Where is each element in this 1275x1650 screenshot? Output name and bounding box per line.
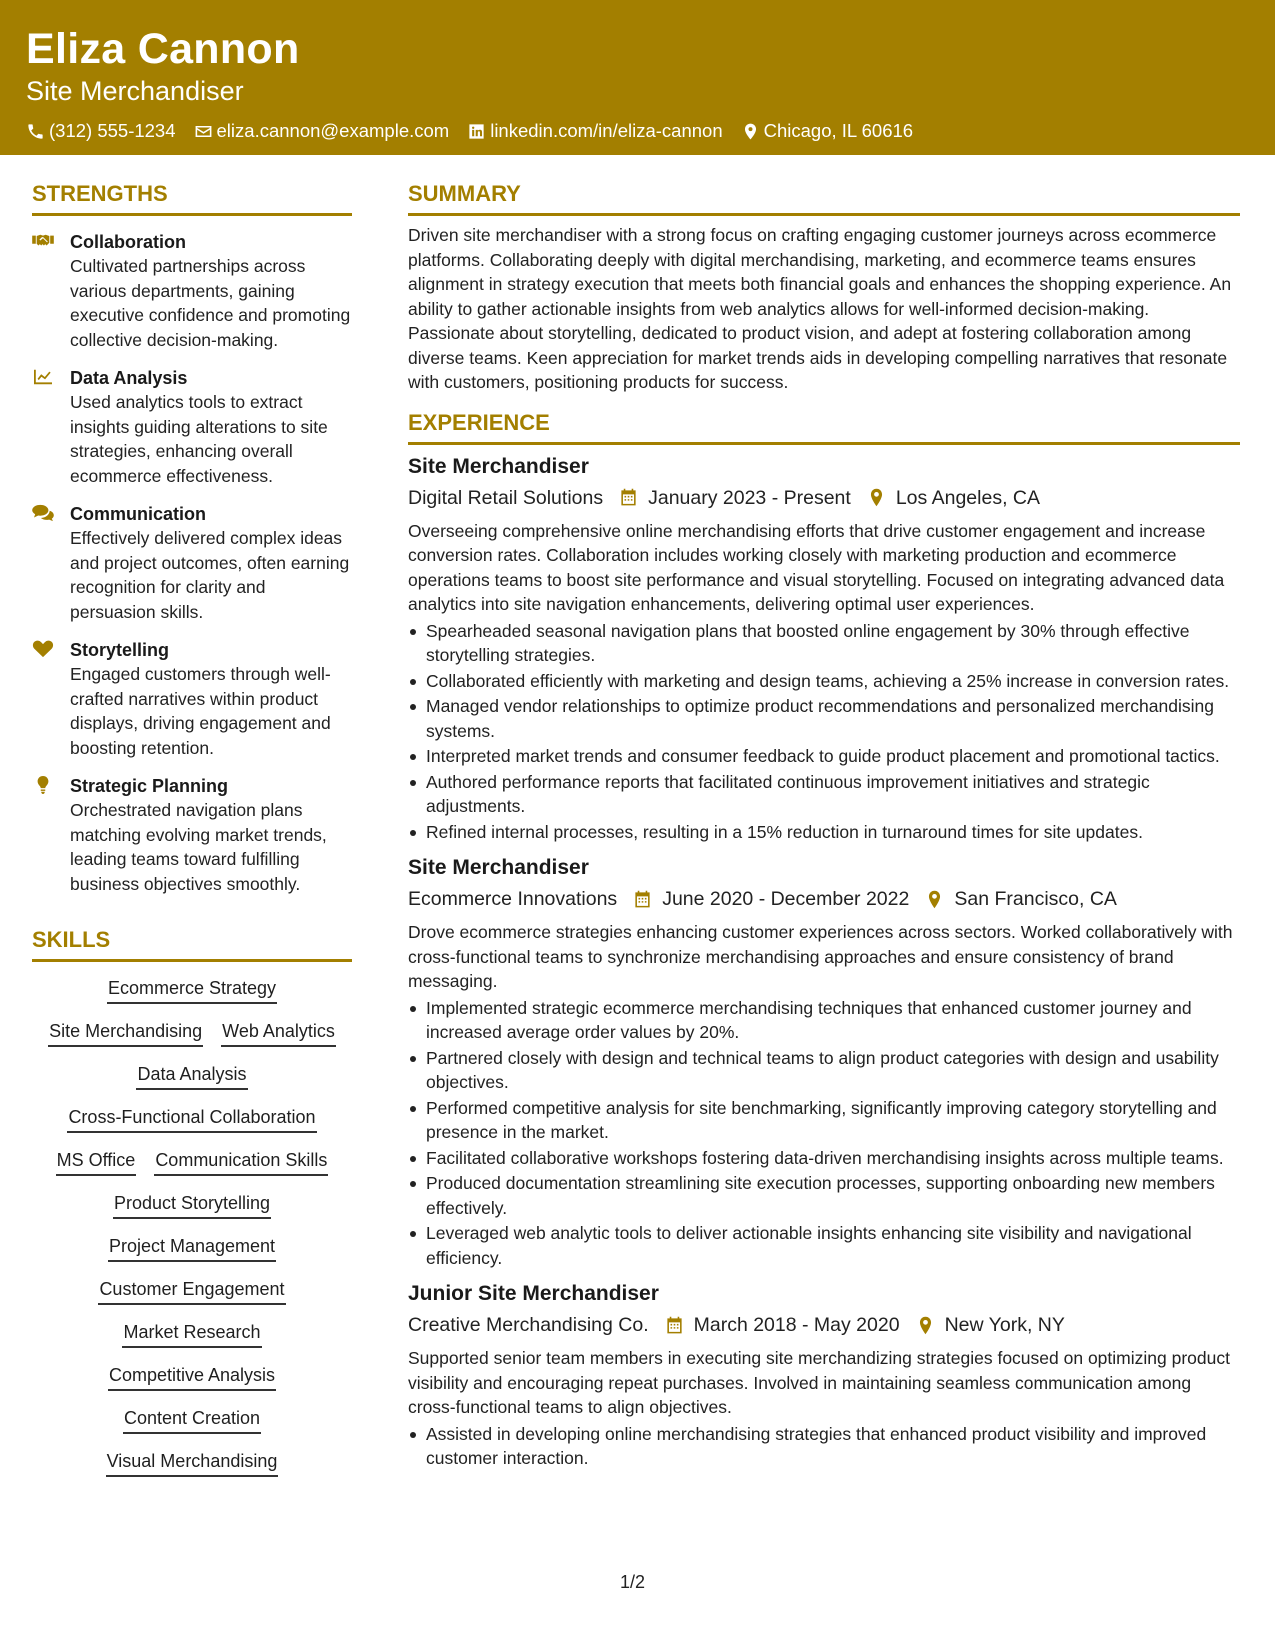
job-bullet: Refined internal processes, resulting in a 15% reduction in turnaround times for site updates.	[408, 820, 1240, 845]
experience-heading: EXPERIENCE	[408, 409, 1240, 445]
skill-tag: Web Analytics	[221, 1019, 336, 1047]
strength-item	[32, 230, 352, 352]
job-entry	[408, 453, 1240, 845]
skill-tag: Market Research	[122, 1320, 261, 1348]
location-text: Chicago, IL 60616	[763, 120, 914, 141]
job-bullet: Interpreted market trends and consumer feedback to guide product placement and promotional tactics.	[408, 744, 1240, 769]
contact-bar	[26, 119, 1249, 143]
job-entry	[408, 854, 1240, 1270]
skill-tag: Visual Merchandising	[106, 1449, 279, 1477]
job-dates-text: January 2023 - Present	[648, 486, 851, 509]
lightbulb-icon	[32, 776, 54, 794]
email-text: eliza.cannon@example.com	[216, 120, 450, 141]
strength-title: Communication	[70, 504, 207, 524]
skills-heading: SKILLS	[32, 926, 352, 962]
strengths-heading: STRENGTHS	[32, 180, 352, 216]
strength-item	[32, 366, 352, 488]
job-entry	[408, 1280, 1240, 1471]
skills-list	[32, 976, 352, 1477]
strength-title: Collaboration	[70, 232, 186, 252]
strength-title: Strategic Planning	[70, 776, 229, 796]
skill-tag: Site Merchandising	[48, 1019, 203, 1047]
job-location-text: New York, NY	[944, 1314, 1065, 1336]
job-bullets	[408, 1422, 1240, 1471]
skill-tag: MS Office	[56, 1148, 137, 1176]
contact-location	[741, 119, 913, 143]
candidate-title: Site Merchandiser	[26, 76, 244, 106]
strength-title: Storytelling	[70, 640, 170, 660]
contact-phone[interactable]	[26, 119, 176, 143]
job-bullet: Leveraged web analytic tools to deliver actionable insights enhancing site visibility and navigational efficiency.	[408, 1221, 1240, 1270]
map-marker-icon	[867, 488, 886, 507]
summary-heading: SUMMARY	[408, 180, 1240, 216]
job-location-text: Los Angeles, CA	[895, 486, 1040, 509]
strength-item	[32, 774, 352, 896]
job-description: Overseeing comprehensive online merchandising efforts that drive customer engagement and increase conversion rates. Collaboration includes working closely with marketing production and ecommerce operations teams to boost site performance and visual storytelling. Focused on integrating advanced data analytics into site navigation enhancements, delivering optimal user experiences.	[408, 520, 1225, 614]
right-column	[408, 180, 1240, 1472]
job-dates	[633, 885, 909, 913]
job-bullets	[408, 619, 1240, 845]
job-description: Supported senior team members in executing site merchandizing strategies focused on optimizing product visibility and encouraging repeat purchases. Involved in maintaining seamless communication among cross-functional teams to align objectives.	[408, 1348, 1230, 1417]
linkedin-text: linkedin.com/in/eliza-cannon	[490, 120, 723, 141]
job-location	[925, 885, 1117, 913]
job-bullets	[408, 996, 1240, 1271]
job-dates-text: June 2020 - December 2022	[662, 888, 910, 910]
job-company: Ecommerce Innovations	[408, 888, 618, 910]
job-location	[916, 1311, 1065, 1339]
job-meta	[408, 1311, 1240, 1339]
left-column	[32, 180, 352, 1492]
job-title: Site Merchandiser	[408, 454, 589, 478]
job-bullet: Produced documentation streamlining site execution processes, supporting onboarding new members effectively.	[408, 1171, 1240, 1220]
heart-icon	[32, 640, 54, 658]
phone-text: (312) 555-1234	[49, 120, 176, 141]
job-bullet: Facilitated collaborative workshops fostering data-driven merchandising insights across multiple teams.	[408, 1146, 1240, 1171]
phone-icon	[26, 122, 45, 141]
strength-desc: Effectively delivered complex ideas and project outcomes, often earning recognition for clarity and persuasion skills.	[70, 528, 350, 622]
job-bullet: Performed competitive analysis for site benchmarking, significantly improving category storytelling and presence in the market.	[408, 1096, 1240, 1145]
strength-desc: Orchestrated navigation plans matching evolving market trends, leading teams toward fulfilling business objectives smoothly.	[70, 800, 327, 894]
handshake-icon	[32, 232, 54, 250]
candidate-name: Eliza Cannon	[26, 25, 300, 73]
skill-tag: Communication Skills	[154, 1148, 328, 1176]
skill-tag: Content Creation	[123, 1406, 261, 1434]
job-company: Digital Retail Solutions	[408, 486, 604, 509]
comments-icon	[32, 504, 54, 522]
resume-header	[0, 0, 1275, 155]
map-marker-icon	[916, 1316, 935, 1335]
summary-text: Driven site merchandiser with a strong focus on crafting engaging customer journeys across ecommerce platforms. Collaborating deeply with digital merchandising, marketing, and ecommerce teams ensures alignment in strategy execution that meets both financial goals and enhances the shopping experience. An ability to gather actionable insights from web analytics allows for well-informed decision-making. Passionate about storytelling, dedicated to product vision, and adept at fostering collaboration among diverse teams. Keen appreciation for market trends aids in developing compelling narratives that resonate with customers, positioning products for success.	[408, 225, 1232, 392]
map-marker-icon	[925, 890, 944, 909]
job-dates-text: March 2018 - May 2020	[693, 1314, 900, 1336]
strength-desc: Engaged customers through well-crafted narratives within product displays, driving engagement and boosting retention.	[70, 664, 331, 758]
job-title: Junior Site Merchandiser	[408, 1282, 659, 1305]
job-company: Creative Merchandising Co.	[408, 1314, 649, 1336]
job-bullet: Managed vendor relationships to optimize product recommendations and personalized merchandising systems.	[408, 694, 1240, 743]
map-marker-icon	[741, 122, 760, 141]
job-bullet: Authored performance reports that facilitated continuous improvement initiatives and strategic adjustments.	[408, 770, 1240, 819]
skill-tag: Cross-Functional Collaboration	[67, 1105, 316, 1133]
job-bullet: Implemented strategic ecommerce merchandising techniques that enhanced customer journey and increased average order values by 20%.	[408, 996, 1240, 1045]
strength-title: Data Analysis	[70, 368, 188, 388]
skill-tag: Data Analysis	[136, 1062, 247, 1090]
strength-item	[32, 502, 352, 624]
envelope-icon	[194, 122, 213, 141]
skill-tag: Competitive Analysis	[108, 1363, 276, 1391]
job-location-text: San Francisco, CA	[954, 888, 1117, 910]
strength-desc: Used analytics tools to extract insights guiding alterations to site strategies, enhancing overall ecommerce effectiveness.	[70, 392, 328, 486]
strength-desc: Cultivated partnerships across various departments, gaining executive confidence and promoting collective decision-making.	[70, 256, 351, 350]
skill-tag: Ecommerce Strategy	[107, 976, 277, 1004]
page-number: 1/2	[620, 1572, 646, 1592]
skill-tag: Product Storytelling	[113, 1191, 271, 1219]
strength-item	[32, 638, 352, 760]
skill-tag: Project Management	[108, 1234, 276, 1262]
calendar-icon	[619, 488, 638, 507]
linkedin-icon	[467, 122, 486, 141]
chart-line-icon	[32, 368, 54, 386]
contact-linkedin[interactable]	[467, 119, 722, 143]
job-dates	[619, 484, 851, 512]
job-dates	[665, 1311, 900, 1339]
job-bullet: Collaborated efficiently with marketing and design teams, achieving a 25% increase in conversion rates.	[408, 669, 1240, 694]
contact-email[interactable]	[194, 119, 450, 143]
calendar-icon	[665, 1316, 684, 1335]
job-bullet: Partnered closely with design and technical teams to align product categories with design and usability objectives.	[408, 1046, 1240, 1095]
job-location	[867, 484, 1040, 512]
job-meta	[408, 484, 1240, 512]
job-description: Drove ecommerce strategies enhancing customer experiences across sectors. Worked collaboratively with cross-functional teams to synchronize merchandising approaches and ensure consistency of brand messaging.	[408, 922, 1233, 991]
calendar-icon	[633, 890, 652, 909]
job-bullet: Assisted in developing online merchandising strategies that enhanced product visibility and improved customer interaction.	[408, 1422, 1240, 1471]
job-title: Site Merchandiser	[408, 856, 589, 879]
skill-tag: Customer Engagement	[98, 1277, 285, 1305]
job-bullet: Spearheaded seasonal navigation plans that boosted online engagement by 30% through effective storytelling strategies.	[408, 619, 1240, 668]
job-meta	[408, 885, 1240, 913]
